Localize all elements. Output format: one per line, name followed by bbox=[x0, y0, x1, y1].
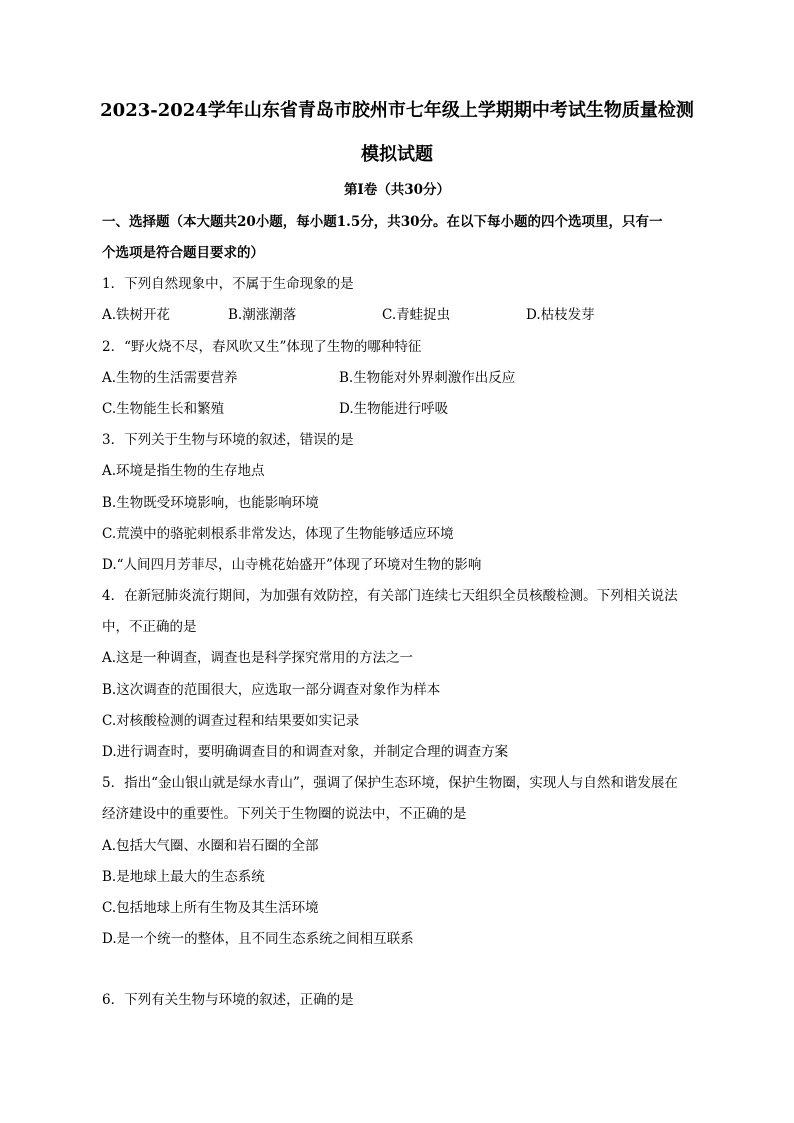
question-2-option-c: C.生物能生长和繁殖 bbox=[102, 401, 225, 417]
question-3-stem: 3．下列关于生物与环境的叙述，错误的是 bbox=[102, 432, 354, 448]
question-4-stem-line-1: 4．在新冠肺炎流行期间，为加强有效防控，有关部门连续七天组织全员核酸检测。下列相关说法 bbox=[102, 588, 678, 604]
question-5-option-a: A.包括大气圈、水圈和岩石圈的全部 bbox=[102, 838, 319, 854]
question-2-stem: 2．“野火烧不尽，春风吹又生”体现了生物的哪种特征 bbox=[102, 339, 422, 355]
question-5-option-b: B.是地球上最大的生态系统 bbox=[102, 869, 265, 885]
volume-heading: 第I卷（共30分） bbox=[343, 182, 451, 198]
question-1-option-b: B.潮涨潮落 bbox=[228, 307, 297, 323]
question-2-option-b: B.生物能对外界刺激作出反应 bbox=[339, 370, 516, 386]
question-2-option-d: D.生物能进行呼吸 bbox=[339, 401, 449, 417]
question-5-option-c: C.包括地球上所有生物及其生活环境 bbox=[102, 900, 319, 916]
question-4-stem-line-2: 中，不正确的是 bbox=[102, 619, 197, 635]
question-3-option-b: B.生物既受环境影响，也能影响环境 bbox=[102, 495, 319, 511]
question-3-option-d: D.“人间四月芳菲尽，山寺桃花始盛开”体现了环境对生物的影响 bbox=[102, 557, 482, 573]
question-1-option-c: C.青蛙捉虫 bbox=[382, 307, 451, 323]
question-3-option-a: A.环境是指生物的生存地点 bbox=[102, 463, 265, 479]
question-1-option-a: A.铁树开花 bbox=[102, 307, 171, 323]
section-heading-line-1: 一、选择题（本大题共20小题，每小题1.5分，共30分。在以下每小题的四个选项里，只有一 bbox=[102, 214, 663, 230]
question-1-option-d: D.枯枝发芽 bbox=[526, 307, 595, 323]
question-1-stem: 1．下列自然现象中，不属于生命现象的是 bbox=[102, 276, 354, 292]
question-4-option-a: A.这是一种调查，调查也是科学探究常用的方法之一 bbox=[102, 650, 414, 666]
question-4-option-d: D.进行调查时，要明确调查目的和调查对象，并制定合理的调查方案 bbox=[102, 744, 509, 760]
exam-title-line-2: 模拟试题 bbox=[361, 144, 433, 165]
question-2-option-a: A.生物的生活需要营养 bbox=[102, 370, 238, 386]
question-6-stem: 6．下列有关生物与环境的叙述，正确的是 bbox=[102, 992, 354, 1008]
question-5-option-d: D.是一个统一的整体，且不同生态系统之间相互联系 bbox=[102, 931, 414, 947]
question-5-stem-line-1: 5．指出“金山银山就是绿水青山”，强调了保护生态环境，保护生物圈，实现人与自然和谐发展在 bbox=[102, 775, 678, 791]
question-4-option-b: B.这次调查的范围很大，应选取一部分调查对象作为样本 bbox=[102, 682, 441, 698]
question-3-option-c: C.荒漠中的骆驼刺根系非常发达，体现了生物能够适应环境 bbox=[102, 526, 454, 542]
question-4-option-c: C.对核酸检测的调查过程和结果要如实记录 bbox=[102, 713, 360, 729]
exam-title-line-1: 2023-2024学年山东省青岛市胶州市七年级上学期期中考试生物质量检测 bbox=[100, 100, 694, 121]
question-5-stem-line-2: 经济建设中的重要性。下列关于生物圈的说法中，不正确的是 bbox=[102, 806, 467, 822]
section-heading-line-2: 个选项是符合题目要求的） bbox=[102, 245, 264, 261]
